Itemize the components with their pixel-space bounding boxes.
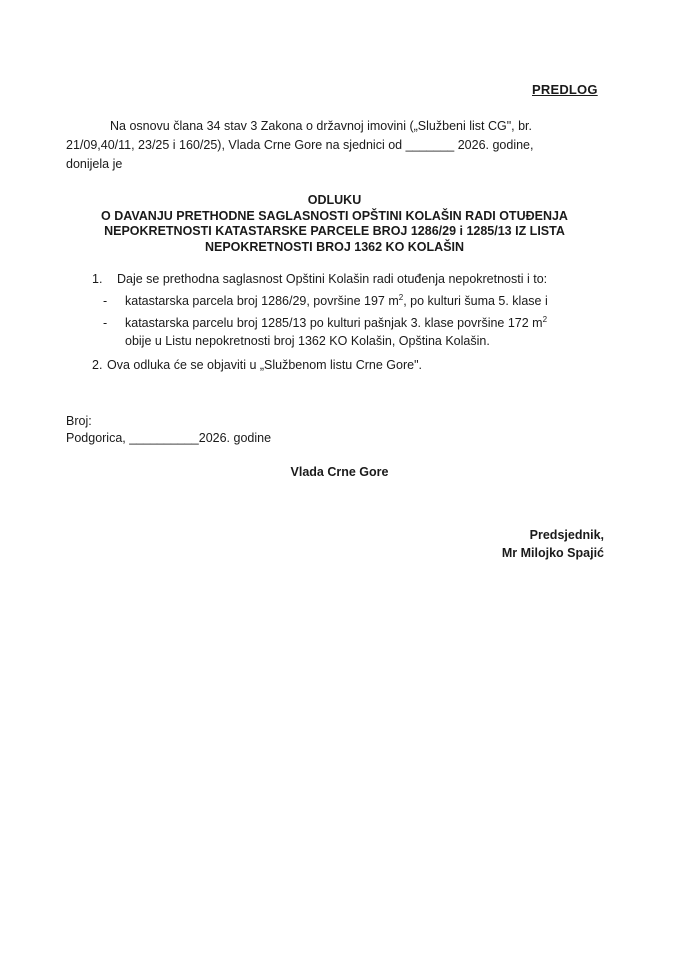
item-2-text: Ova odluka će se objaviti u „Službenom listu Crne Gore". bbox=[107, 358, 423, 372]
sub-item-1-text: katastarska parcela broj 1286/29, površine 197 $m^2$, po kulturi šuma 5. klase i bbox=[125, 292, 548, 308]
sub-item-2-line-2: obije u Listu nepokretnosti broj 1362 KO Kolašin, Opština Kolašin. bbox=[125, 334, 490, 348]
place-date: Podgorica, __________2026. godine bbox=[66, 431, 272, 445]
sub-item-2-text: katastarska parcelu broj 1285/13 po kulturi pašnjak 3. klase površine 172 $m^2$ bbox=[125, 314, 548, 330]
signatory-name: Mr Milojko Spajić bbox=[501, 546, 604, 560]
title-line-1: ODLUKU bbox=[307, 193, 362, 207]
sub-item-2-dash: - bbox=[103, 316, 108, 330]
preamble-line-2: 21/09,40/11, 23/25 i 160/25), Vlada Crne Gore na sjednici od _______ 2026. godine, bbox=[66, 138, 534, 152]
sub-item-1-dash: - bbox=[103, 294, 108, 308]
government-name: Vlada Crne Gore bbox=[290, 465, 389, 479]
item-2-number: 2. bbox=[92, 358, 103, 372]
preamble-line-1: Na osnovu člana 34 stav 3 Zakona o državnoj imovini („Službeni list CG", br. bbox=[110, 119, 532, 133]
item-1-text: Daje se prethodna saglasnost Opštini Kolašin radi otuđenja nepokretnosti i to: bbox=[117, 272, 548, 286]
broj-label: Broj: bbox=[66, 414, 92, 428]
item-1-number: 1. bbox=[92, 272, 103, 286]
title-line-2: O DAVANJU PRETHODNE SAGLASNOSTI OPŠTINI KOLAŠIN RADI OTUĐENJA bbox=[101, 208, 568, 223]
predlog-label: PREDLOG bbox=[532, 82, 598, 97]
preamble-line-3: donijela je bbox=[66, 157, 123, 171]
decision-title bbox=[66, 193, 603, 255]
signatory-role: Predsjednik, bbox=[529, 528, 604, 542]
title-line-3: NEPOKRETNOSTI KATASTARSKE PARCELE BROJ 1286/29 i 1285/13 IZ LISTA bbox=[104, 224, 565, 238]
signature-block bbox=[420, 526, 604, 562]
title-line-4: NEPOKRETNOSTI BROJ 1362 KO KOLAŠIN bbox=[204, 239, 465, 254]
preamble-paragraph bbox=[66, 117, 603, 174]
